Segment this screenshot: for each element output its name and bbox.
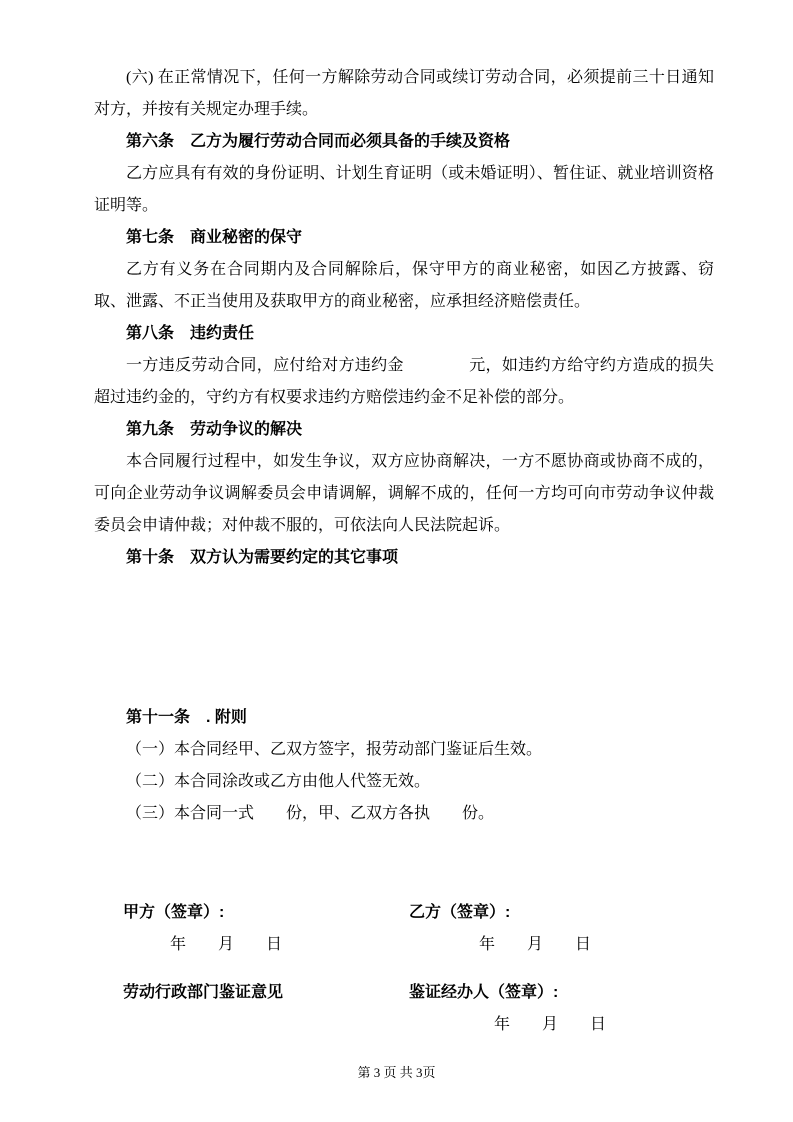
labor-authority-opinion-label: 劳动行政部门鉴证意见: [123, 984, 284, 1001]
party-a-date-line: 年 月 日: [170, 936, 283, 953]
article-9-heading: 第九条 劳动争议的解决: [126, 421, 303, 438]
article-6-heading: 第六条 乙方为履行劳动合同而必须具备的手续及资格: [126, 133, 511, 150]
appendix-item-3-paragraph: （三）本合同一式 份，甲、乙双方各执 份。: [126, 805, 495, 822]
article-8-paragraph: 一方违反劳动合同，应付给对方违约金 元，如违约方给守约方造成的损失超过违约金的，守约方有权要求违约方赔偿违约金不足补偿的部分。: [94, 357, 714, 406]
certifier-signature-label: 鉴证经办人（签章）:: [409, 984, 559, 1001]
party-b-date-line: 年 月 日: [479, 936, 592, 953]
signature-row-labels: [94, 897, 714, 929]
other-items-blank-area: [94, 574, 714, 702]
party-b-signature-label: 乙方（签章）:: [409, 904, 511, 921]
party-a-signature-label: 甲方（签章）:: [123, 904, 225, 921]
signature-block: [94, 897, 714, 1041]
signature-row-authority: [94, 977, 714, 1009]
article-6-paragraph: 乙方应具有有效的身份证明、计划生育证明（或未婚证明）、暂住证、就业培训资格证明等。: [94, 165, 714, 214]
certifier-date-line: 年 月 日: [494, 1016, 607, 1033]
appendix-item-2-paragraph: （二）本合同涂改或乙方由他人代签无效。: [126, 773, 431, 790]
article-9-paragraph: 本合同履行过程中，如发生争议，双方应协商解决，一方不愿协商或协商不成的，可向企业劳动争议调解委员会申请调解，调解不成的，任何一方均可向市劳动争议仲裁委员会申请仲裁；对仲裁不服的，可依法向人民法院起诉。: [94, 453, 714, 534]
page-number: 第 3 页 共 3页: [357, 1065, 436, 1080]
clause-6-6-paragraph: (六) 在正常情况下，任何一方解除劳动合同或续订劳动合同，必须提前三十日通知对方，并按有关规定办理手续。: [94, 69, 714, 118]
article-8-heading: 第八条 违约责任: [126, 325, 255, 342]
signature-row-dates: [94, 929, 714, 961]
article-7-heading: 第七条 商业秘密的保守: [126, 229, 303, 246]
article-11-heading: 第十一条 . 附则: [126, 709, 247, 726]
article-7-paragraph: 乙方有义务在合同期内及合同解除后，保守甲方的商业秘密，如因乙方披露、窃取、泄露、不正当使用及获取甲方的商业秘密，应承担经济赔偿责任。: [94, 261, 714, 310]
pre-signature-blank-area: [94, 830, 714, 897]
article-10-heading: 第十条 双方认为需要约定的其它事项: [126, 549, 399, 566]
authority-opinion-blank-area: [94, 1009, 409, 1041]
signature-row-certifier-date: [94, 1009, 714, 1041]
appendix-item-1-paragraph: （一）本合同经甲、乙双方签字，报劳动部门鉴证后生效。: [126, 741, 543, 758]
